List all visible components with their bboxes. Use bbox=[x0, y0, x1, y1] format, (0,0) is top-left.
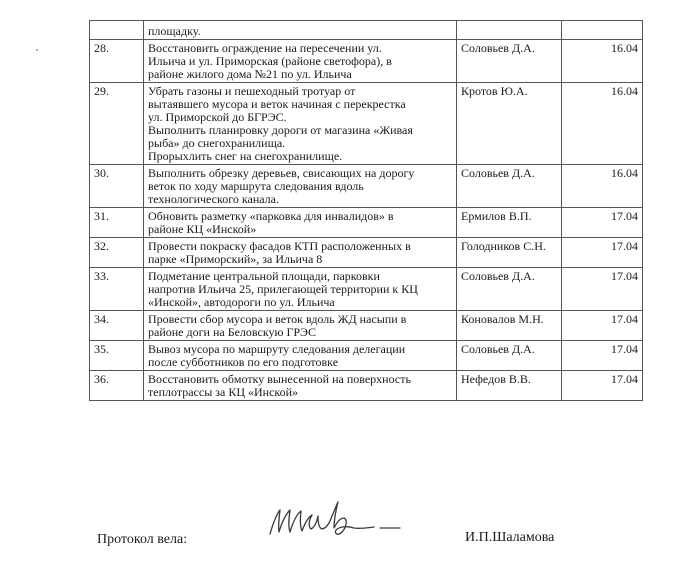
row-number: 35. bbox=[90, 341, 144, 371]
table-row-continued bbox=[90, 21, 643, 40]
responsible-person: Нефедов В.В. bbox=[457, 371, 562, 401]
responsible-person: Голодников С.Н. bbox=[457, 238, 562, 268]
task-text-line: районе доги на Беловскую ГРЭС bbox=[148, 325, 316, 339]
responsible-cell bbox=[457, 21, 562, 40]
date-cell bbox=[562, 21, 643, 40]
due-date: 16.04 bbox=[562, 165, 643, 208]
table-row bbox=[90, 371, 643, 401]
table-row bbox=[90, 208, 643, 238]
task-text-line: Убрать газоны и пешеходный тротуар от bbox=[148, 84, 356, 98]
task-text-line: напротив Ильича 25, прилегающей территории к КЦ bbox=[148, 282, 418, 296]
task-text-line: Ильича и ул. Приморская (районе светофора), в bbox=[148, 54, 392, 68]
table-row bbox=[90, 165, 643, 208]
task-text-line: Обновить разметку «парковка для инвалидов» в bbox=[148, 209, 394, 223]
task-text-line: Восстановить ограждение на пересечении ул. bbox=[148, 41, 382, 55]
task-text-line: Вывоз мусора по маршруту следования делегации bbox=[148, 342, 406, 356]
task-cell bbox=[144, 21, 457, 40]
task-text-line: вытаявшего мусора и веток начиная с перекрестка bbox=[148, 97, 406, 111]
secretary-name: И.П.Шаламова bbox=[465, 530, 555, 545]
due-date: 16.04 bbox=[562, 40, 643, 83]
task-text-line: теплотрассы за КЦ «Инской» bbox=[148, 385, 299, 399]
due-date: 17.04 bbox=[562, 311, 643, 341]
task-text-line: Подметание центральной площади, парковки bbox=[148, 269, 380, 283]
task-cell bbox=[144, 208, 457, 238]
task-text-line: «Инской», автодороги по ул. Ильича bbox=[148, 295, 335, 309]
responsible-person: Ермилов В.П. bbox=[457, 208, 562, 238]
task-text-line: после субботников по его подготовке bbox=[148, 355, 339, 369]
task-cell bbox=[144, 238, 457, 268]
task-text-line: Выполнить планировку дороги от магазина «Живая bbox=[148, 123, 413, 137]
table-row bbox=[90, 238, 643, 268]
row-number: 28. bbox=[90, 40, 144, 83]
task-cell bbox=[144, 371, 457, 401]
table-row bbox=[90, 311, 643, 341]
due-date: 17.04 bbox=[562, 238, 643, 268]
task-text-line: ул. Приморской до БГРЭС. bbox=[148, 110, 287, 124]
task-text-line: Провести сбор мусора и веток вдоль ЖД насыпи в bbox=[148, 312, 407, 326]
responsible-person: Соловьев Д.А. bbox=[457, 341, 562, 371]
responsible-person: Соловьев Д.А. bbox=[457, 165, 562, 208]
task-cell bbox=[144, 83, 457, 165]
scan-speck bbox=[36, 49, 38, 51]
due-date: 17.04 bbox=[562, 371, 643, 401]
due-date: 17.04 bbox=[562, 341, 643, 371]
row-number: 30. bbox=[90, 165, 144, 208]
task-cell bbox=[144, 165, 457, 208]
row-number: 32. bbox=[90, 238, 144, 268]
task-cell bbox=[144, 341, 457, 371]
signature-image bbox=[262, 498, 412, 542]
table-row bbox=[90, 40, 643, 83]
task-cell bbox=[144, 268, 457, 311]
due-date: 17.04 bbox=[562, 268, 643, 311]
task-cell bbox=[144, 311, 457, 341]
due-date: 17.04 bbox=[562, 208, 643, 238]
responsible-person: Коновалов М.Н. bbox=[457, 311, 562, 341]
task-text-line: парке «Приморский», за Ильича 8 bbox=[148, 252, 323, 266]
task-table-body bbox=[90, 21, 643, 401]
task-text-line: Выполнить обрезку деревьев, свисающих на дорогу bbox=[148, 166, 415, 180]
protocol-label: Протокол вела: bbox=[97, 532, 188, 547]
row-number: 31. bbox=[90, 208, 144, 238]
task-text-line: районе КЦ «Инской» bbox=[148, 222, 257, 236]
row-number: 36. bbox=[90, 371, 144, 401]
num-cell bbox=[90, 21, 144, 40]
task-text-line: технологического канала. bbox=[148, 192, 279, 206]
task-text: площадку. bbox=[148, 24, 201, 38]
row-number: 33. bbox=[90, 268, 144, 311]
due-date: 16.04 bbox=[562, 83, 643, 165]
row-number: 34. bbox=[90, 311, 144, 341]
table-row bbox=[90, 83, 643, 165]
responsible-person: Соловьев Д.А. bbox=[457, 40, 562, 83]
row-number: 29. bbox=[90, 83, 144, 165]
task-table bbox=[89, 20, 643, 401]
responsible-person: Кротов Ю.А. bbox=[457, 83, 562, 165]
table-row bbox=[90, 341, 643, 371]
task-text-line: Провести покраску фасадов КТП расположенных в bbox=[148, 239, 411, 253]
task-text-line: веток по ходу маршрута следования вдоль bbox=[148, 179, 364, 193]
task-text-line: районе жилого дома №21 по ул. Ильича bbox=[148, 67, 352, 81]
table-row bbox=[90, 268, 643, 311]
task-cell bbox=[144, 40, 457, 83]
task-text-line: Прорыхлить снег на снегохранилище. bbox=[148, 149, 343, 163]
task-text-line: рыба» до снегохранилища. bbox=[148, 136, 286, 150]
task-text-line: Восстановить обмотку вынесенной на поверхность bbox=[148, 372, 411, 386]
responsible-person: Соловьев Д.А. bbox=[457, 268, 562, 311]
